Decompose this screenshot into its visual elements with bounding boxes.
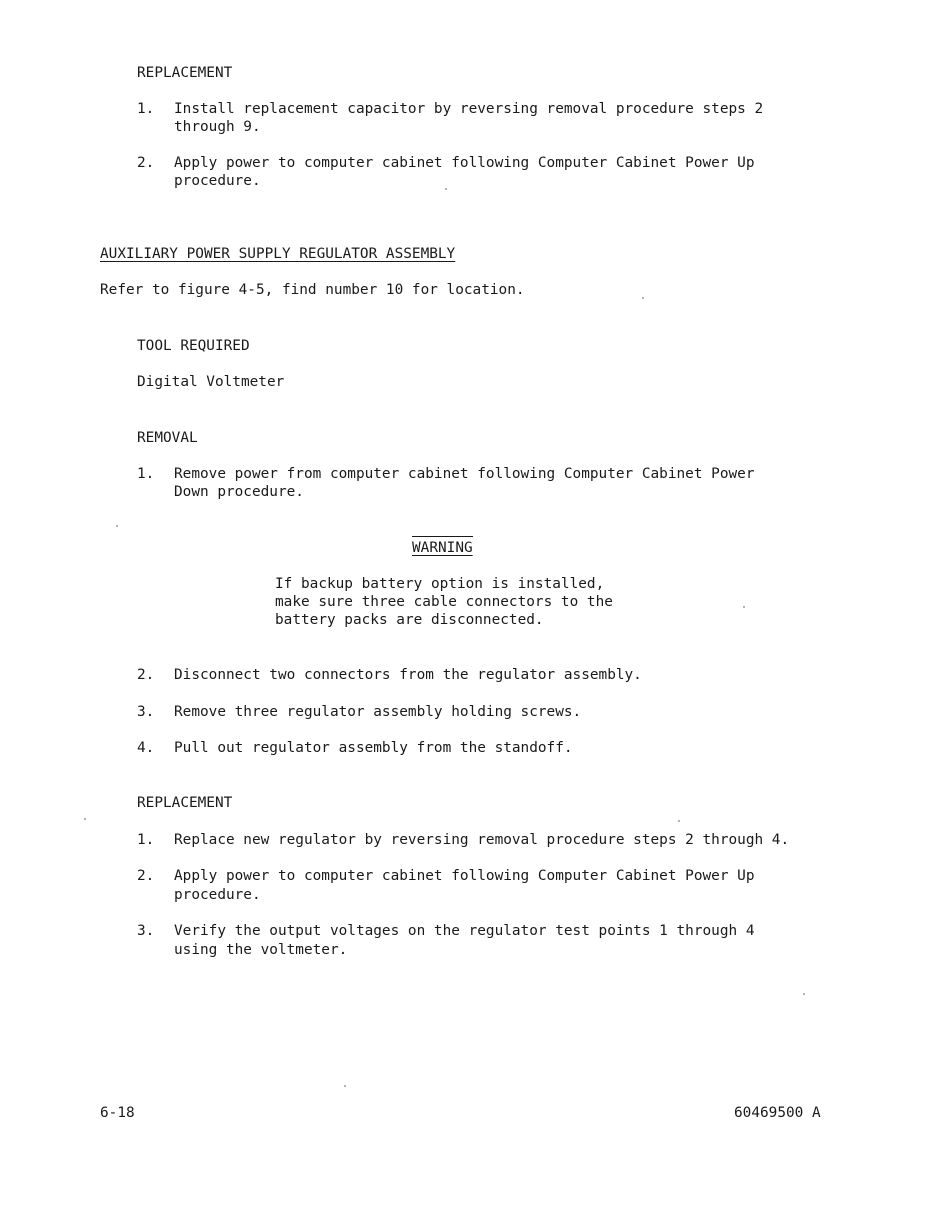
- scan-speck: [344, 1085, 346, 1087]
- step-text-continued: using the voltmeter.: [174, 942, 348, 958]
- step-text: Install replacement capacitor by reversing removal procedure steps 2: [174, 101, 764, 117]
- step-number: 3.: [137, 923, 155, 939]
- replacement-heading: REPLACEMENT: [137, 65, 233, 81]
- step-number: 1.: [137, 832, 155, 848]
- scan-speck: [445, 188, 447, 190]
- warning-heading: WARNING: [412, 536, 473, 558]
- removal-heading: REMOVAL: [137, 430, 198, 446]
- warning-text: If backup battery option is installed,: [275, 576, 605, 592]
- step-text: Pull out regulator assembly from the standoff.: [174, 740, 573, 756]
- step-text: Remove power from computer cabinet following Computer Cabinet Power: [174, 466, 755, 482]
- scan-speck: [116, 525, 118, 527]
- step-text: Apply power to computer cabinet following Computer Cabinet Power Up: [174, 868, 755, 884]
- step-number: 2.: [137, 155, 155, 171]
- step-number: 1.: [137, 466, 155, 482]
- step-number: 1.: [137, 101, 155, 117]
- section-title: AUXILIARY POWER SUPPLY REGULATOR ASSEMBLY: [100, 246, 456, 262]
- page-number: 6-18: [100, 1105, 135, 1121]
- step-text: Verify the output voltages on the regulator test points 1 through 4: [174, 923, 755, 939]
- step-number: 2.: [137, 868, 155, 884]
- step-text-continued: procedure.: [174, 887, 261, 903]
- tool-name: Digital Voltmeter: [137, 374, 285, 390]
- step-text-continued: Down procedure.: [174, 484, 304, 500]
- step-text: Remove three regulator assembly holding screws.: [174, 704, 582, 720]
- scan-speck: [743, 606, 745, 608]
- location-reference: Refer to figure 4-5, find number 10 for location.: [100, 282, 525, 298]
- warning-text: make sure three cable connectors to the: [275, 594, 613, 610]
- document-number: 60469500 A: [734, 1105, 821, 1121]
- warning-text: battery packs are disconnected.: [275, 612, 544, 628]
- step-text: Disconnect two connectors from the regulator assembly.: [174, 667, 642, 683]
- step-text-continued: procedure.: [174, 173, 261, 189]
- step-number: 3.: [137, 704, 155, 720]
- tool-required-heading: TOOL REQUIRED: [137, 338, 250, 354]
- scan-speck: [678, 820, 680, 822]
- step-text-continued: through 9.: [174, 119, 261, 135]
- replacement-heading: REPLACEMENT: [137, 795, 233, 811]
- step-number: 4.: [137, 740, 155, 756]
- step-text: Apply power to computer cabinet following Computer Cabinet Power Up: [174, 155, 755, 171]
- scan-speck: [642, 297, 644, 299]
- step-number: 2.: [137, 667, 155, 683]
- scan-speck: [803, 993, 805, 995]
- step-text: Replace new regulator by reversing removal procedure steps 2 through 4.: [174, 832, 790, 848]
- scan-speck: [84, 818, 86, 820]
